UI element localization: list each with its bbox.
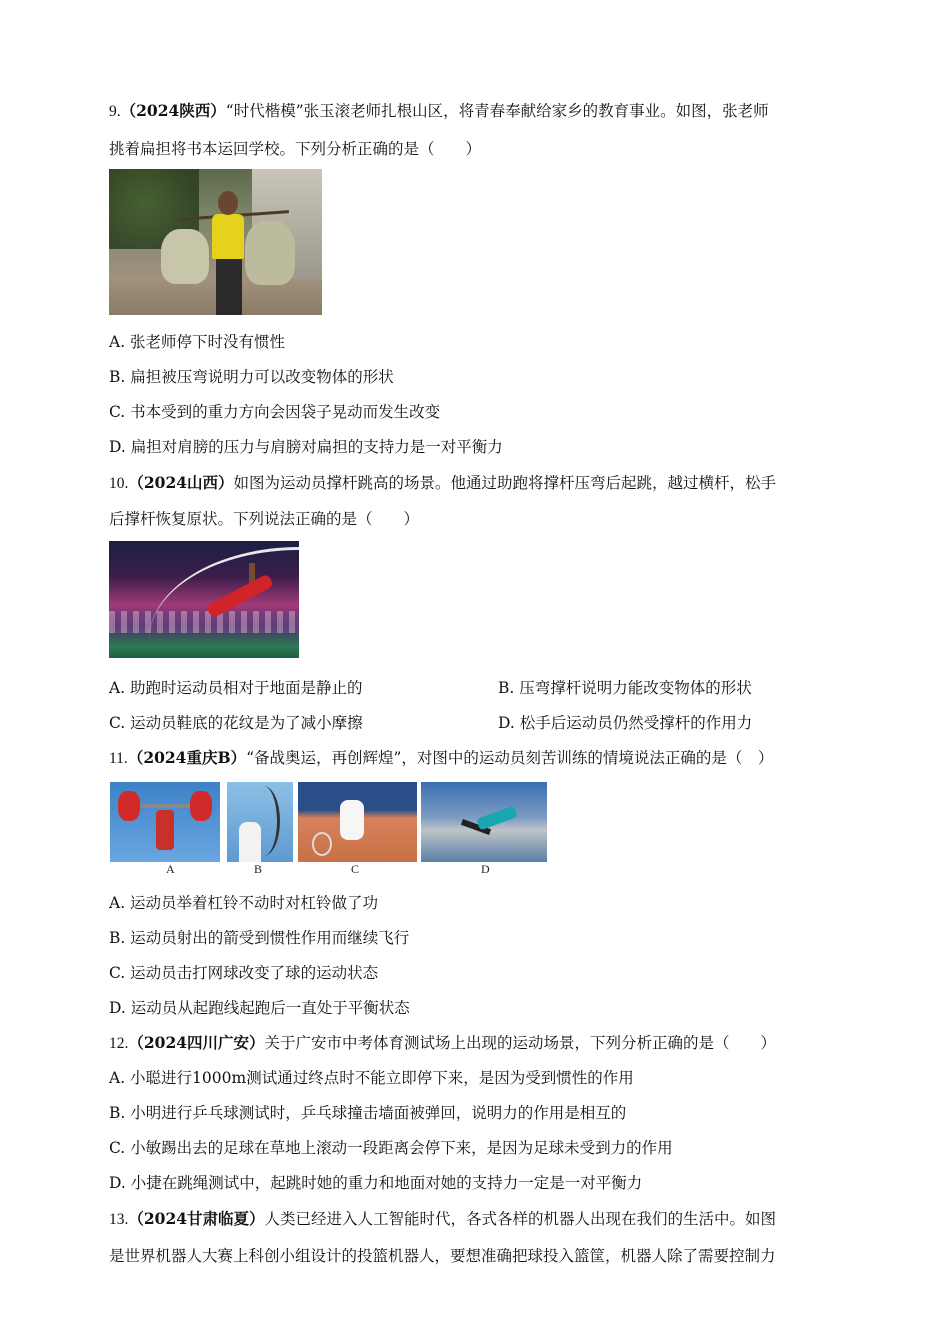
q10-stem-line1 <box>109 473 776 494</box>
q10-stem-line2: 后撑杆恢复原状。下列说法正确的是（ ） <box>109 510 420 528</box>
q11-weightlifting-photo <box>110 782 220 862</box>
q9-option-b: B. 扁担被压弯说明力可以改变物体的形状 <box>109 368 394 386</box>
q11-archery-photo <box>227 782 293 862</box>
q12-source: （2024四川广安） <box>128 1033 265 1052</box>
q10-option-d: D. 松手后运动员仍然受撑杆的作用力 <box>498 714 753 732</box>
q11-caption-b: B <box>254 862 263 876</box>
q10-pole-vault-photo <box>109 541 299 658</box>
q10-option-b: B. 压弯撑杆说明力能改变物体的形状 <box>498 679 752 697</box>
q11-stem-line1 <box>109 748 773 769</box>
q12-option-b: B. 小明进行乒乓球测试时，乒乓球撞击墙面被弹回，说明力的作用是相互的 <box>109 1104 627 1122</box>
q13-source: （2024甘肃临夏） <box>128 1209 265 1228</box>
q11-stem-text1: “备战奥运，再创辉煌”，对图中的运动员刻苦训练的情境说法正确的是（ ） <box>246 749 774 767</box>
q12-stem-line1 <box>109 1033 776 1054</box>
q11-caption-c: C <box>351 862 360 876</box>
q13-stem-line2: 是世界机器人大赛上科创小组设计的投篮机器人，要想准确把球投入篮筐，机器人除了需要控制力 <box>109 1247 776 1265</box>
q9-stem-line1 <box>109 101 769 122</box>
q11-option-d: D. 运动员从起跑线起跑后一直处于平衡状态 <box>109 999 410 1017</box>
q11-option-a: A. 运动员举着杠铃不动时对杠铃做了功 <box>109 894 379 912</box>
q11-sprint-photo <box>421 782 547 862</box>
q9-stem-line2: 挑着扁担将书本运回学校。下列分析正确的是（ ） <box>109 140 482 158</box>
q9-option-c: C. 书本受到的重力方向会因袋子晃动而发生改变 <box>109 403 441 421</box>
q11-number: 11. <box>109 750 128 767</box>
q9-option-d: D. 扁担对肩膀的压力与肩膀对扁担的支持力是一对平衡力 <box>109 438 503 456</box>
q13-stem-line1 <box>109 1209 776 1230</box>
q10-number: 10. <box>109 475 129 492</box>
q9-teacher-photo <box>109 169 322 315</box>
q11-tennis-photo <box>298 782 417 862</box>
q10-option-c: C. 运动员鞋底的花纹是为了减小摩擦 <box>109 714 363 732</box>
q10-source: （2024山西） <box>128 473 234 492</box>
q13-number: 13. <box>109 1211 129 1228</box>
q12-option-a: A. 小聪进行1000m测试通过终点时不能立即停下来，是因为受到惯性的作用 <box>109 1069 634 1087</box>
q11-caption-a: A <box>166 862 175 876</box>
q10-stem-text1: 如图为运动员撑杆跳高的场景。他通过助跑将撑杆压弯后起跳，越过横杆，松手 <box>233 474 777 492</box>
q11-caption-d: D <box>481 862 490 876</box>
q12-stem-text1: 关于广安市中考体育测试场上出现的运动场景，下列分析正确的是（ ） <box>264 1034 777 1052</box>
q9-number: 9. <box>109 103 121 120</box>
q9-option-a: A. 张老师停下时没有惯性 <box>109 333 286 351</box>
q11-option-b: B. 运动员射出的箭受到惯性作用而继续飞行 <box>109 929 410 947</box>
q13-stem-text1: 人类已经进入人工智能时代，各式各样的机器人出现在我们的生活中。如图 <box>264 1210 777 1228</box>
q12-option-d: D. 小捷在跳绳测试中，起跳时她的重力和地面对她的支持力一定是一对平衡力 <box>109 1174 643 1192</box>
q9-source: （2024陕西） <box>120 101 226 120</box>
q11-source: （2024重庆B） <box>127 748 247 767</box>
q10-option-a: A. 助跑时运动员相对于地面是静止的 <box>109 679 363 697</box>
q12-option-c: C. 小敏踢出去的足球在草地上滚动一段距离会停下来，是因为足球未受到力的作用 <box>109 1139 673 1157</box>
q9-stem-text1: “时代楷模”张玉滚老师扎根山区，将青春奉献给家乡的教育事业。如图，张老师 <box>225 102 769 120</box>
q12-number: 12. <box>109 1035 129 1052</box>
q11-option-c: C. 运动员击打网球改变了球的运动状态 <box>109 964 379 982</box>
